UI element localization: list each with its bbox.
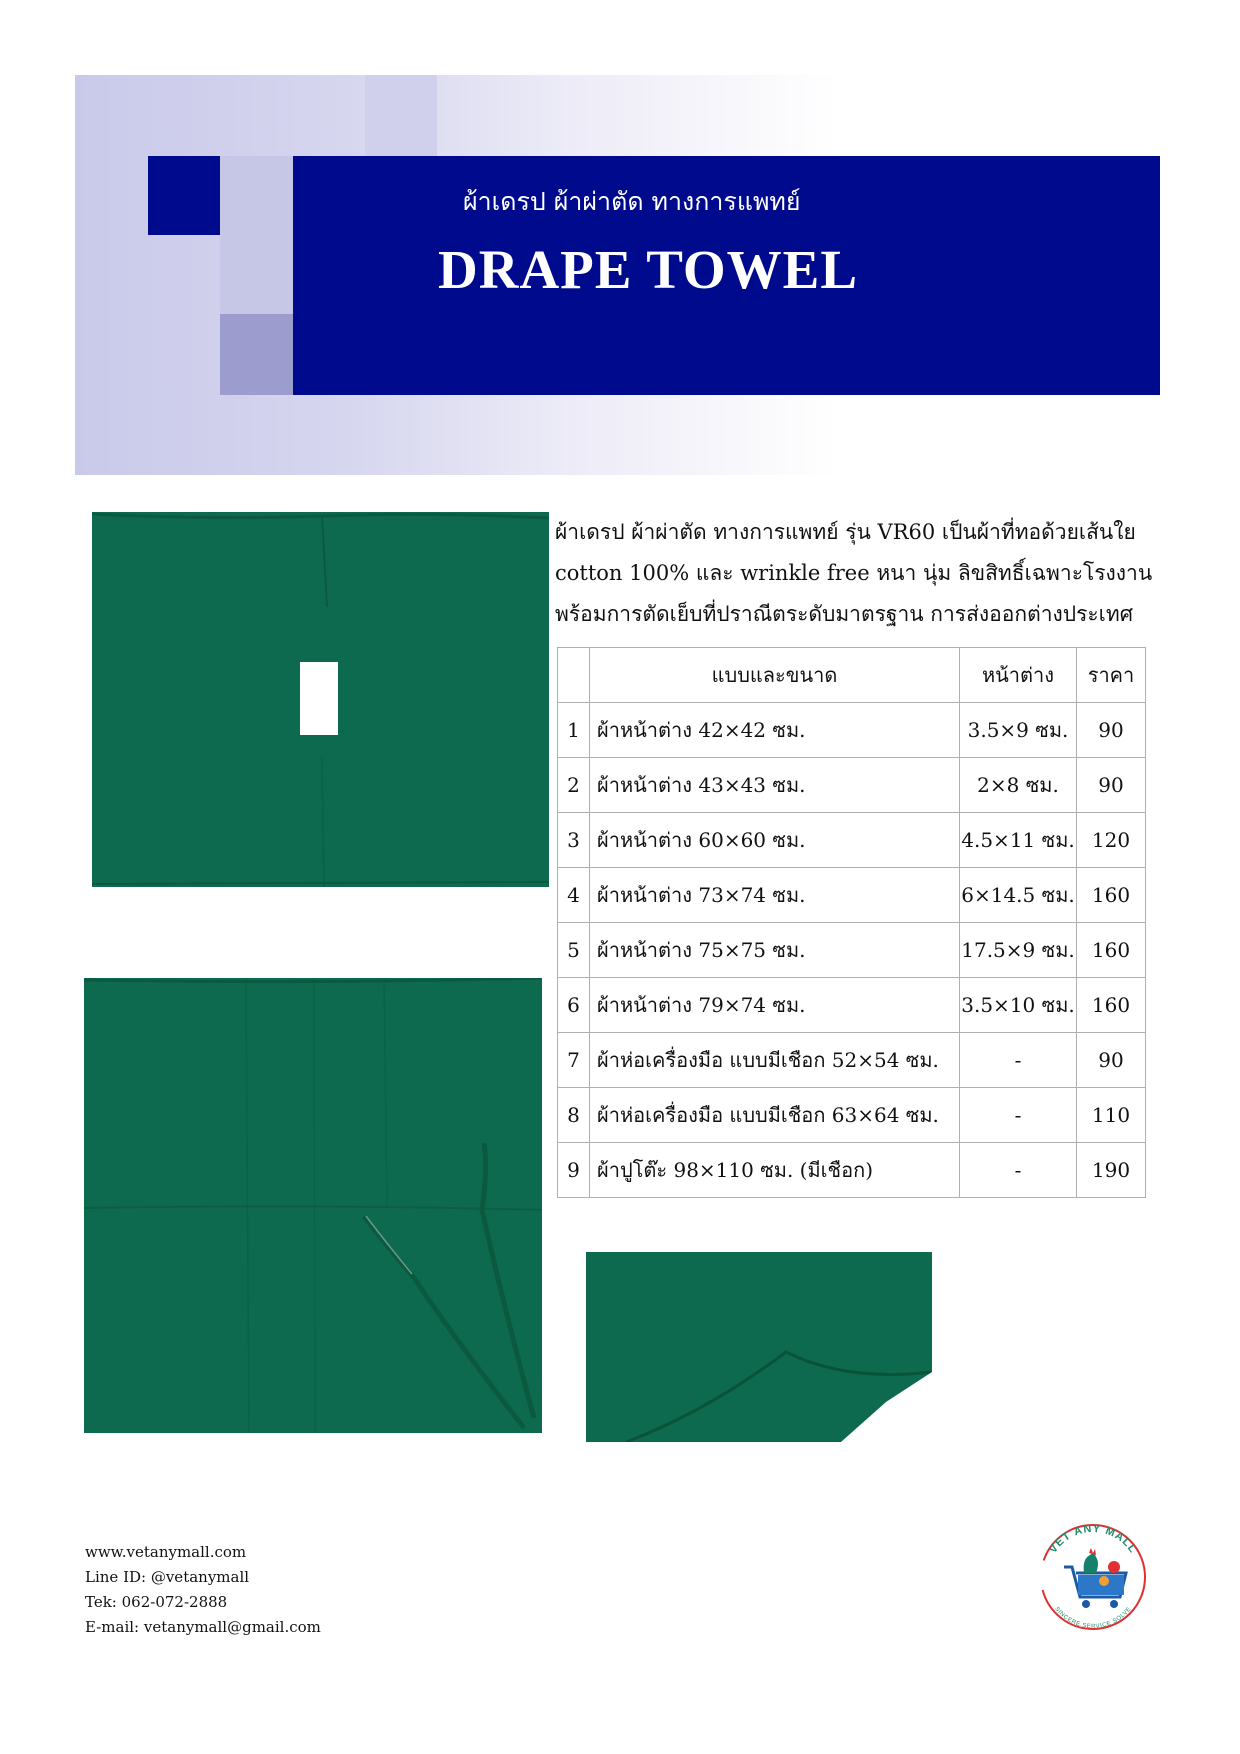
row-window: 2×8 ซม.: [960, 758, 1077, 813]
header-square: [148, 156, 220, 235]
logo-graphic: [1034, 1515, 1152, 1633]
row-window: -: [960, 1088, 1077, 1143]
header-square: [220, 156, 293, 235]
row-item: ผ้าหน้าต่าง 43×43 ซม.: [590, 758, 960, 813]
row-price: 110: [1077, 1088, 1146, 1143]
row-no: 7: [558, 1033, 590, 1088]
wrapping-towel-with-strings-photo: [84, 978, 542, 1433]
description-line: พร้อมการตัดเย็บที่ปราณีตระดับมาตรฐาน การส่งออกต่างประเทศ: [555, 602, 1134, 626]
row-window: 4.5×11 ซม.: [960, 813, 1077, 868]
row-no: 3: [558, 813, 590, 868]
header-square: [365, 75, 437, 156]
row-item: ผ้าห่อเครื่องมือ แบบมีเชือก 52×54 ซม.: [590, 1033, 960, 1088]
table-row: [558, 703, 1146, 758]
table-row: [558, 923, 1146, 978]
towel3-details: [586, 1252, 932, 1442]
description-line: ผ้าเดรป ผ้าผ่าตัด ทางการแพทย์ รุ่น VR60 เป็นผ้าที่ทอด้วยเส้นใย: [555, 520, 1136, 544]
row-window: 6×14.5 ซม.: [960, 868, 1077, 923]
towel2-details: [84, 978, 542, 1433]
row-window: 17.5×9 ซม.: [960, 923, 1077, 978]
product-description: [555, 512, 1155, 635]
website-link[interactable]: www.vetanymall.com: [85, 1543, 247, 1561]
table-row: [558, 1088, 1146, 1143]
row-item: ผ้าหน้าต่าง 73×74 ซม.: [590, 868, 960, 923]
row-item: ผ้าหน้าต่าง 79×74 ซม.: [590, 978, 960, 1033]
telephone: Tek: 062-072-2888: [85, 1593, 228, 1611]
row-no: 2: [558, 758, 590, 813]
page-subtitle: ผ้าเดรป ผ้าผ่าตัด ทางการแพทย์: [463, 187, 801, 216]
logo-bottom-text: SINCERE SERVICE SOLVE: [1053, 1606, 1133, 1631]
row-no: 8: [558, 1088, 590, 1143]
row-window: 3.5×9 ซม.: [960, 703, 1077, 758]
table-row: [558, 758, 1146, 813]
row-price: 90: [1077, 703, 1146, 758]
table-row: [558, 978, 1146, 1033]
row-item: ผ้าห่อเครื่องมือ แบบมีเชือก 63×64 ซม.: [590, 1088, 960, 1143]
row-item: ผ้าปูโต๊ะ 98×110 ซม. (มีเชือก): [590, 1143, 960, 1198]
row-item: ผ้าหน้าต่าง 42×42 ซม.: [590, 703, 960, 758]
svg-text:SINCERE SERVICE SOLVE: [1053, 1606, 1132, 1630]
row-window: -: [960, 1143, 1077, 1198]
header-no: [558, 648, 590, 703]
header-window: หน้าต่าง: [960, 648, 1077, 703]
row-no: 6: [558, 978, 590, 1033]
row-window: -: [960, 1033, 1077, 1088]
price-table: [557, 647, 1146, 1198]
description-line: cotton 100% และ wrinkle free หนา นุ่ม ลิขสิทธิ์เฉพาะโรงงาน: [555, 561, 1153, 585]
row-price: 160: [1077, 978, 1146, 1033]
row-price: 160: [1077, 868, 1146, 923]
towel-window-opening: [300, 662, 338, 735]
contact-info: [85, 1540, 321, 1640]
header-price: ราคา: [1077, 648, 1146, 703]
table-row: [558, 1033, 1146, 1088]
row-price: 90: [1077, 1033, 1146, 1088]
logo-top-text: VET ANY MALL: [1046, 1522, 1140, 1556]
row-price: 190: [1077, 1143, 1146, 1198]
header-square: [220, 314, 293, 395]
table-header-row: [558, 648, 1146, 703]
email-link[interactable]: E-mail: vetanymall@gmail.com: [85, 1618, 321, 1636]
row-price: 160: [1077, 923, 1146, 978]
row-price: 90: [1077, 758, 1146, 813]
row-price: 120: [1077, 813, 1146, 868]
row-window: 3.5×10 ซม.: [960, 978, 1077, 1033]
table-row: [558, 868, 1146, 923]
vet-any-mall-logo: [1034, 1515, 1152, 1633]
page-title: DRAPE TOWEL: [438, 239, 859, 300]
svg-text:VET ANY MALL: [1047, 1523, 1139, 1556]
header-item: แบบและขนาด: [590, 648, 960, 703]
row-no: 1: [558, 703, 590, 758]
row-no: 5: [558, 923, 590, 978]
towel-edge-closeup-photo: [586, 1252, 932, 1442]
row-item: ผ้าหน้าต่าง 75×75 ซม.: [590, 923, 960, 978]
row-no: 9: [558, 1143, 590, 1198]
header-square: [220, 235, 293, 314]
table-row: [558, 1143, 1146, 1198]
row-item: ผ้าหน้าต่าง 60×60 ซม.: [590, 813, 960, 868]
line-id: Line ID: @vetanymall: [85, 1568, 250, 1586]
table-row: [558, 813, 1146, 868]
row-no: 4: [558, 868, 590, 923]
